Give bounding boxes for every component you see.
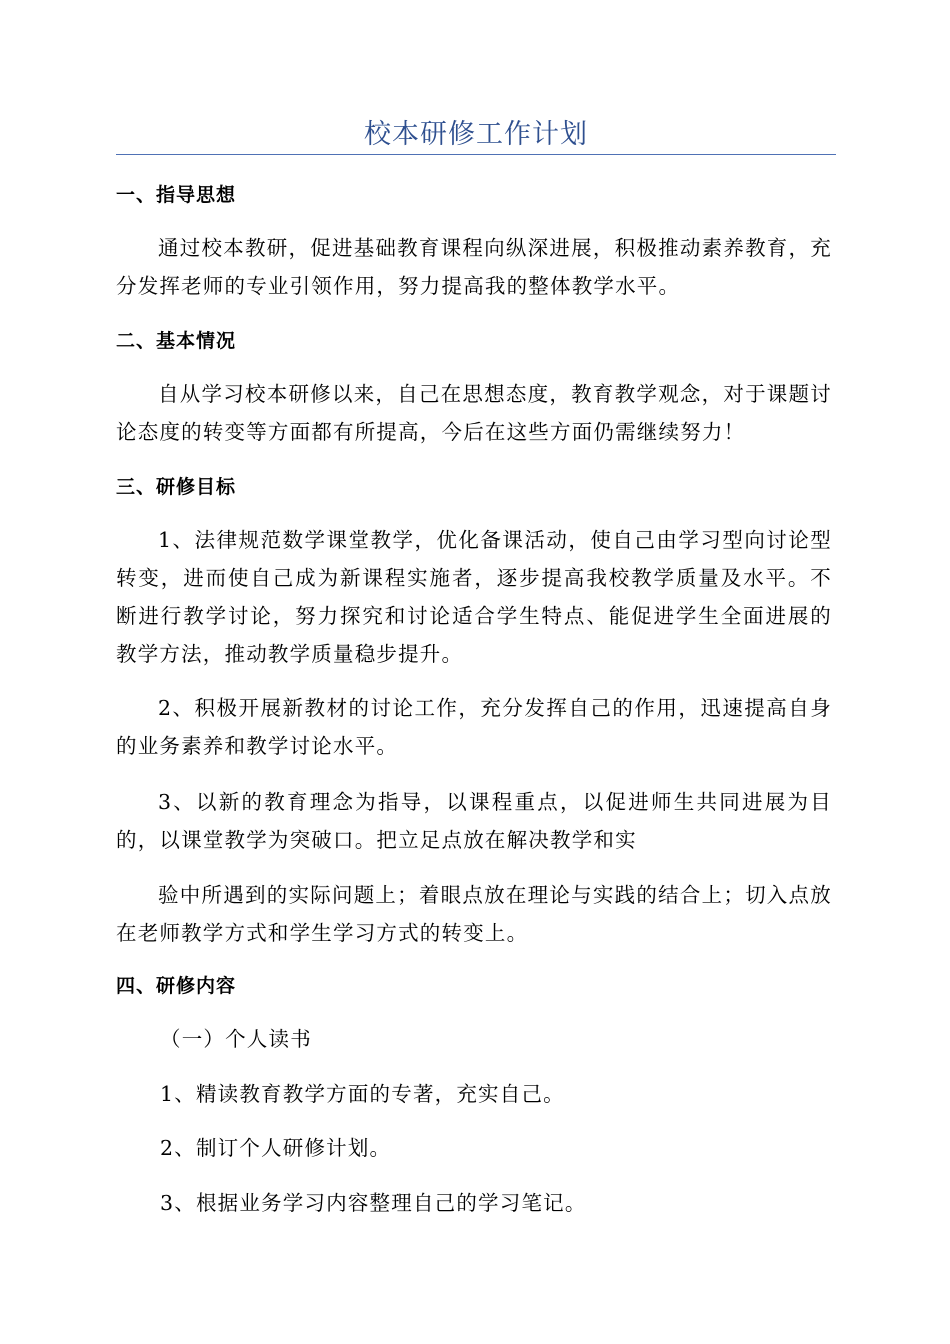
section-heading-basic-situation: 二、基本情况 [116, 330, 237, 352]
paragraph-basic-situation: 自从学习校本研修以来，自己在思想态度，教育教学观念，对于课题讨论态度的转变等方面都有所提高，今后在这些方面仍需继续努力！ [116, 382, 832, 444]
list-item: 1、精读教育教学方面的专著，充实自己。 [160, 1082, 565, 1106]
document-title: 校本研修工作计划 [364, 119, 588, 150]
paragraph-goal-3-continued: 验中所遇到的实际问题上；着眼点放在理论与实践的结合上；切入点放在老师教学方式和学生学习方式的转变上。 [116, 883, 832, 945]
list-item: 2、制订个人研修计划。 [160, 1136, 392, 1160]
paragraph-goal-1: 1、法律规范数学课堂教学，优化备课活动，使自己由学习型向讨论型转变，进而使自己成为新课程实施者，逐步提高我校教学质量及水平。不断进行教学讨论，努力探究和讨论适合学生特点、能促进学生全面进展的教学方法，推动教学质量稳步提升。 [116, 528, 832, 666]
section-heading-guiding-ideology: 一、指导思想 [116, 184, 237, 206]
section-heading-study-content: 四、研修内容 [116, 975, 237, 997]
section-heading-study-goals: 三、研修目标 [116, 476, 237, 498]
title-underline [116, 154, 836, 155]
paragraph-goal-3: 3、以新的教育理念为指导，以课程重点，以促进师生共同进展为目的，以课堂教学为突破口。把立足点放在解决教学和实 [116, 790, 832, 852]
subheading-personal-reading: （一）个人读书 [160, 1027, 312, 1051]
list-item: 3、根据业务学习内容整理自己的学习笔记。 [160, 1191, 587, 1215]
paragraph-goal-2: 2、积极开展新教材的讨论工作，充分发挥自己的作用，迅速提高自身的业务素养和教学讨论水平。 [116, 696, 832, 758]
paragraph-guiding-ideology: 通过校本教研，促进基础教育课程向纵深进展，积极推动素养教育，充分发挥老师的专业引领作用，努力提高我的整体教学水平。 [116, 236, 832, 298]
